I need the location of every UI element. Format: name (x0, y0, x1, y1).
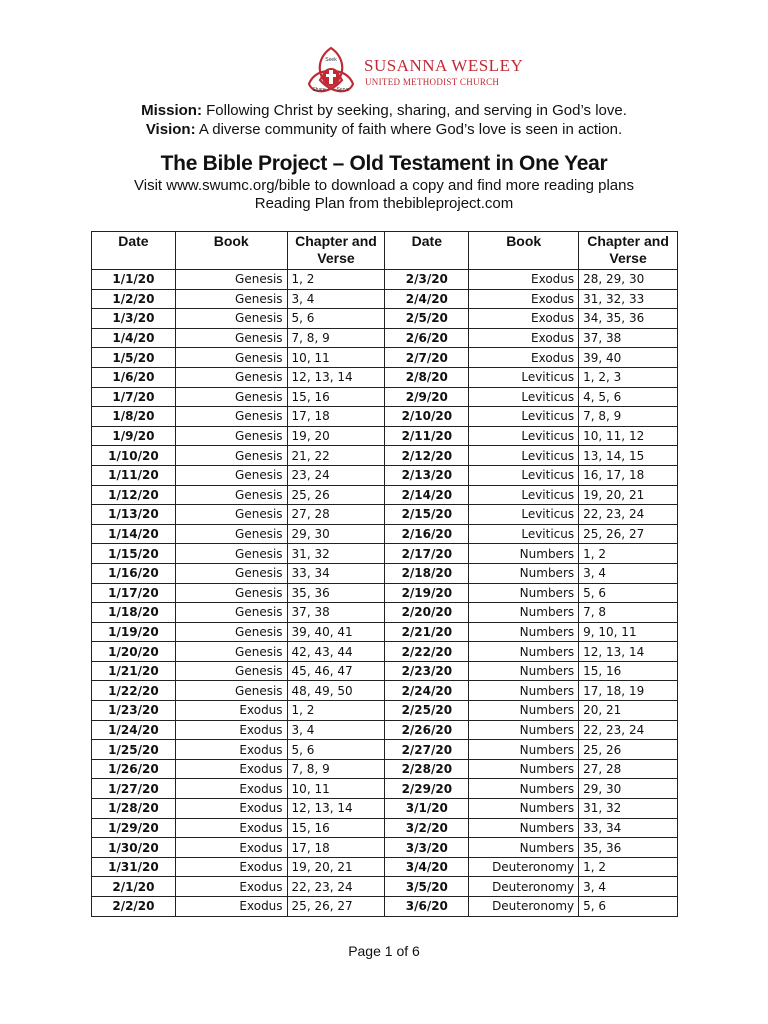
table-row (92, 583, 678, 603)
cell-chapter: 31, 32 (287, 544, 385, 564)
cell-chapter: 25, 26, 27 (287, 897, 385, 917)
cell-chapter: 3, 4 (579, 563, 678, 583)
cell-date: 2/16/20 (385, 524, 469, 544)
vision-text: A diverse community of faith where God’s love is seen in action. (195, 121, 623, 138)
logo-word-serve: Serve (336, 87, 350, 93)
header-chapter: Chapter and Verse (287, 232, 385, 270)
cell-date: 2/25/20 (385, 701, 469, 721)
cell-chapter: 37, 38 (287, 603, 385, 623)
cell-chapter: 31, 32 (579, 799, 678, 819)
cell-chapter: 9, 10, 11 (579, 622, 678, 642)
cell-date: 2/5/20 (385, 309, 469, 329)
cell-book: Genesis (175, 446, 287, 466)
cell-date: 1/18/20 (92, 603, 176, 623)
cell-date: 2/6/20 (385, 328, 469, 348)
table-row (92, 505, 678, 525)
cell-date: 2/29/20 (385, 779, 469, 799)
header-chapter: Chapter and Verse (579, 232, 678, 270)
cell-date: 2/1/20 (92, 877, 176, 897)
cell-date: 2/10/20 (385, 407, 469, 427)
header-book: Book (175, 232, 287, 270)
cell-book: Genesis (175, 309, 287, 329)
table-row (92, 720, 678, 740)
cell-chapter: 34, 35, 36 (579, 309, 678, 329)
table-row (92, 603, 678, 623)
cell-date: 2/14/20 (385, 485, 469, 505)
cell-book: Genesis (175, 583, 287, 603)
cell-date: 1/28/20 (92, 799, 176, 819)
table-row (92, 897, 678, 917)
cell-chapter: 1, 2 (579, 544, 678, 564)
table-row (92, 446, 678, 466)
cell-date: 2/28/20 (385, 759, 469, 779)
cell-chapter: 19, 20 (287, 426, 385, 446)
cell-date: 2/2/20 (92, 897, 176, 917)
cell-chapter: 1, 2 (579, 857, 678, 877)
cell-book: Leviticus (469, 426, 579, 446)
cell-chapter: 5, 6 (579, 897, 678, 917)
cell-chapter: 22, 23, 24 (579, 720, 678, 740)
cell-chapter: 12, 13, 14 (287, 367, 385, 387)
cell-chapter: 4, 5, 6 (579, 387, 678, 407)
cell-chapter: 25, 26, 27 (579, 524, 678, 544)
table-row (92, 681, 678, 701)
cell-date: 3/3/20 (385, 838, 469, 858)
org-subname: UNITED METHODIST CHURCH (365, 77, 500, 87)
cell-chapter: 19, 20, 21 (287, 857, 385, 877)
cell-book: Genesis (175, 661, 287, 681)
cell-book: Exodus (175, 720, 287, 740)
cell-book: Leviticus (469, 387, 579, 407)
table-row (92, 563, 678, 583)
cell-date: 2/17/20 (385, 544, 469, 564)
table-row (92, 348, 678, 368)
cell-chapter: 7, 8, 9 (287, 328, 385, 348)
cell-book: Exodus (175, 701, 287, 721)
cell-book: Deuteronomy (469, 857, 579, 877)
cell-date: 1/5/20 (92, 348, 176, 368)
table-row (92, 465, 678, 485)
cell-book: Genesis (175, 681, 287, 701)
cell-book: Numbers (469, 642, 579, 662)
cell-chapter: 3, 4 (287, 720, 385, 740)
cell-book: Genesis (175, 289, 287, 309)
header-book: Book (469, 232, 579, 270)
cell-book: Leviticus (469, 407, 579, 427)
cell-chapter: 10, 11 (287, 779, 385, 799)
cell-chapter: 10, 11, 12 (579, 426, 678, 446)
cell-chapter: 3, 4 (579, 877, 678, 897)
table-row (92, 857, 678, 877)
cell-chapter: 19, 20, 21 (579, 485, 678, 505)
cell-book: Numbers (469, 622, 579, 642)
cell-book: Genesis (175, 485, 287, 505)
cell-book: Exodus (469, 309, 579, 329)
cell-date: 1/17/20 (92, 583, 176, 603)
table-row (92, 407, 678, 427)
cell-date: 2/26/20 (385, 720, 469, 740)
cell-date: 3/6/20 (385, 897, 469, 917)
cell-book: Genesis (175, 367, 287, 387)
table-row (92, 387, 678, 407)
cell-date: 1/12/20 (92, 485, 176, 505)
table-body (92, 270, 678, 917)
cell-date: 2/7/20 (385, 348, 469, 368)
table-row (92, 838, 678, 858)
cell-book: Numbers (469, 603, 579, 623)
table-row (92, 309, 678, 329)
cell-date: 1/2/20 (92, 289, 176, 309)
cell-book: Exodus (175, 799, 287, 819)
cell-book: Numbers (469, 544, 579, 564)
table-row (92, 328, 678, 348)
cell-date: 2/20/20 (385, 603, 469, 623)
cell-book: Exodus (175, 838, 287, 858)
cell-date: 1/21/20 (92, 661, 176, 681)
cell-book: Genesis (175, 407, 287, 427)
cell-date: 2/19/20 (385, 583, 469, 603)
cell-chapter: 33, 34 (287, 563, 385, 583)
table-row (92, 642, 678, 662)
cell-book: Leviticus (469, 367, 579, 387)
cell-date: 3/2/20 (385, 818, 469, 838)
table-row (92, 799, 678, 819)
cell-date: 1/13/20 (92, 505, 176, 525)
table-row (92, 818, 678, 838)
cell-date: 2/4/20 (385, 289, 469, 309)
cell-date: 1/20/20 (92, 642, 176, 662)
cell-book: Numbers (469, 583, 579, 603)
cell-book: Deuteronomy (469, 877, 579, 897)
cell-chapter: 22, 23, 24 (579, 505, 678, 525)
cell-chapter: 17, 18 (287, 838, 385, 858)
cell-chapter: 10, 11 (287, 348, 385, 368)
table-row (92, 661, 678, 681)
mission-text: Following Christ by seeking, sharing, and serving in God’s love. (201, 102, 627, 119)
cell-book: Leviticus (469, 465, 579, 485)
cell-book: Exodus (469, 289, 579, 309)
cell-chapter: 31, 32, 33 (579, 289, 678, 309)
cell-book: Numbers (469, 799, 579, 819)
cell-book: Exodus (175, 818, 287, 838)
cell-chapter: 29, 30 (287, 524, 385, 544)
cell-chapter: 15, 16 (287, 387, 385, 407)
cell-date: 1/10/20 (92, 446, 176, 466)
cell-chapter: 25, 26 (287, 485, 385, 505)
cell-chapter: 27, 28 (579, 759, 678, 779)
header-date: Date (385, 232, 469, 270)
cell-date: 1/25/20 (92, 740, 176, 760)
cell-chapter: 17, 18, 19 (579, 681, 678, 701)
cell-date: 1/16/20 (92, 563, 176, 583)
subtitle-visit: Visit www.swumc.org/bible to download a copy and find more reading plans (134, 177, 634, 194)
table-row (92, 779, 678, 799)
cell-chapter: 5, 6 (579, 583, 678, 603)
cell-date: 2/3/20 (385, 270, 469, 290)
cell-book: Leviticus (469, 505, 579, 525)
cell-book: Exodus (175, 897, 287, 917)
cell-date: 1/22/20 (92, 681, 176, 701)
table-row (92, 524, 678, 544)
cell-chapter: 29, 30 (579, 779, 678, 799)
table-row (92, 740, 678, 760)
cell-book: Numbers (469, 818, 579, 838)
cell-date: 2/13/20 (385, 465, 469, 485)
cell-chapter: 7, 8, 9 (579, 407, 678, 427)
table-row (92, 289, 678, 309)
cell-chapter: 42, 43, 44 (287, 642, 385, 662)
table-row (92, 485, 678, 505)
table-row (92, 367, 678, 387)
cell-chapter: 23, 24 (287, 465, 385, 485)
cell-date: 1/26/20 (92, 759, 176, 779)
cell-chapter: 20, 21 (579, 701, 678, 721)
table-row (92, 270, 678, 290)
cell-date: 1/15/20 (92, 544, 176, 564)
table-row (92, 701, 678, 721)
cell-book: Exodus (469, 348, 579, 368)
logo-word-share: Share (312, 87, 326, 93)
cell-book: Exodus (175, 857, 287, 877)
cell-book: Genesis (175, 348, 287, 368)
cell-book: Genesis (175, 505, 287, 525)
table-row (92, 877, 678, 897)
cell-book: Numbers (469, 563, 579, 583)
cell-chapter: 5, 6 (287, 309, 385, 329)
cell-book: Genesis (175, 642, 287, 662)
cell-chapter: 1, 2 (287, 270, 385, 290)
cell-chapter: 39, 40 (579, 348, 678, 368)
cell-chapter: 35, 36 (287, 583, 385, 603)
cell-date: 1/4/20 (92, 328, 176, 348)
cell-book: Genesis (175, 328, 287, 348)
mission-statement (0, 102, 768, 119)
cell-book: Leviticus (469, 485, 579, 505)
cell-book: Deuteronomy (469, 897, 579, 917)
cell-date: 1/11/20 (92, 465, 176, 485)
cell-date: 3/4/20 (385, 857, 469, 877)
header-date: Date (92, 232, 176, 270)
cell-book: Genesis (175, 524, 287, 544)
vision-label: Vision: (145, 121, 196, 138)
cell-chapter: 28, 29, 30 (579, 270, 678, 290)
cell-book: Numbers (469, 740, 579, 760)
cell-book: Numbers (469, 838, 579, 858)
cell-chapter: 33, 34 (579, 818, 678, 838)
cell-date: 1/29/20 (92, 818, 176, 838)
cell-chapter: 37, 38 (579, 328, 678, 348)
cell-chapter: 35, 36 (579, 838, 678, 858)
cell-book: Genesis (175, 544, 287, 564)
cell-date: 1/9/20 (92, 426, 176, 446)
subtitle-source: Reading Plan from thebibleproject.com (254, 195, 514, 212)
cell-chapter: 21, 22 (287, 446, 385, 466)
cell-date: 1/30/20 (92, 838, 176, 858)
cell-chapter: 13, 14, 15 (579, 446, 678, 466)
table-row (92, 426, 678, 446)
vision-statement (0, 121, 768, 138)
cell-book: Leviticus (469, 446, 579, 466)
cell-chapter: 27, 28 (287, 505, 385, 525)
cell-chapter: 15, 16 (579, 661, 678, 681)
cell-date: 2/24/20 (385, 681, 469, 701)
org-name: SUSANNA WESLEY (364, 56, 524, 75)
cell-book: Exodus (175, 779, 287, 799)
cell-chapter: 45, 46, 47 (287, 661, 385, 681)
cell-book: Genesis (175, 603, 287, 623)
cell-book: Genesis (175, 387, 287, 407)
reading-plan-table (91, 231, 678, 917)
cell-book: Exodus (175, 759, 287, 779)
cell-date: 1/7/20 (92, 387, 176, 407)
cell-book: Numbers (469, 661, 579, 681)
cell-date: 3/5/20 (385, 877, 469, 897)
cell-book: Numbers (469, 701, 579, 721)
cell-chapter: 39, 40, 41 (287, 622, 385, 642)
cell-chapter: 1, 2 (287, 701, 385, 721)
cell-chapter: 22, 23, 24 (287, 877, 385, 897)
cell-book: Exodus (175, 740, 287, 760)
cell-chapter: 48, 49, 50 (287, 681, 385, 701)
cell-date: 2/8/20 (385, 367, 469, 387)
cell-date: 2/23/20 (385, 661, 469, 681)
cell-book: Numbers (469, 681, 579, 701)
cell-chapter: 7, 8 (579, 603, 678, 623)
table-row (92, 622, 678, 642)
cell-date: 3/1/20 (385, 799, 469, 819)
cell-book: Genesis (175, 563, 287, 583)
cell-book: Genesis (175, 622, 287, 642)
cross-flame-logo-icon (300, 44, 362, 106)
cell-date: 2/27/20 (385, 740, 469, 760)
cell-book: Exodus (469, 328, 579, 348)
cell-book: Exodus (469, 270, 579, 290)
cell-chapter: 12, 13, 14 (287, 799, 385, 819)
cell-date: 1/1/20 (92, 270, 176, 290)
cell-book: Numbers (469, 759, 579, 779)
cell-date: 2/15/20 (385, 505, 469, 525)
logo-word-seek: Seek (325, 57, 337, 63)
table-row (92, 544, 678, 564)
cell-chapter: 12, 13, 14 (579, 642, 678, 662)
cell-date: 2/18/20 (385, 563, 469, 583)
table-row (92, 759, 678, 779)
cell-chapter: 15, 16 (287, 818, 385, 838)
church-logo (300, 44, 524, 106)
cell-date: 1/27/20 (92, 779, 176, 799)
cell-book: Numbers (469, 779, 579, 799)
page-number: Page 1 of 6 (348, 943, 420, 959)
cell-chapter: 7, 8, 9 (287, 759, 385, 779)
cell-date: 1/23/20 (92, 701, 176, 721)
cell-date: 2/9/20 (385, 387, 469, 407)
cell-date: 1/14/20 (92, 524, 176, 544)
cell-date: 1/6/20 (92, 367, 176, 387)
cell-chapter: 1, 2, 3 (579, 367, 678, 387)
cell-chapter: 16, 17, 18 (579, 465, 678, 485)
cell-chapter: 17, 18 (287, 407, 385, 427)
cell-book: Genesis (175, 465, 287, 485)
mission-label: Mission: (141, 102, 202, 119)
cell-date: 2/11/20 (385, 426, 469, 446)
cell-date: 1/8/20 (92, 407, 176, 427)
cell-date: 2/21/20 (385, 622, 469, 642)
cell-date: 2/22/20 (385, 642, 469, 662)
cell-book: Genesis (175, 426, 287, 446)
cell-date: 1/31/20 (92, 857, 176, 877)
cell-book: Genesis (175, 270, 287, 290)
cell-chapter: 5, 6 (287, 740, 385, 760)
cell-book: Leviticus (469, 524, 579, 544)
cell-chapter: 25, 26 (579, 740, 678, 760)
cell-chapter: 3, 4 (287, 289, 385, 309)
table-header-row (92, 232, 678, 270)
cell-book: Numbers (469, 720, 579, 740)
cell-date: 1/24/20 (92, 720, 176, 740)
cell-date: 1/19/20 (92, 622, 176, 642)
cell-date: 2/12/20 (385, 446, 469, 466)
document-title: The Bible Project – Old Testament in One Year (160, 152, 608, 175)
cell-book: Exodus (175, 877, 287, 897)
cell-date: 1/3/20 (92, 309, 176, 329)
